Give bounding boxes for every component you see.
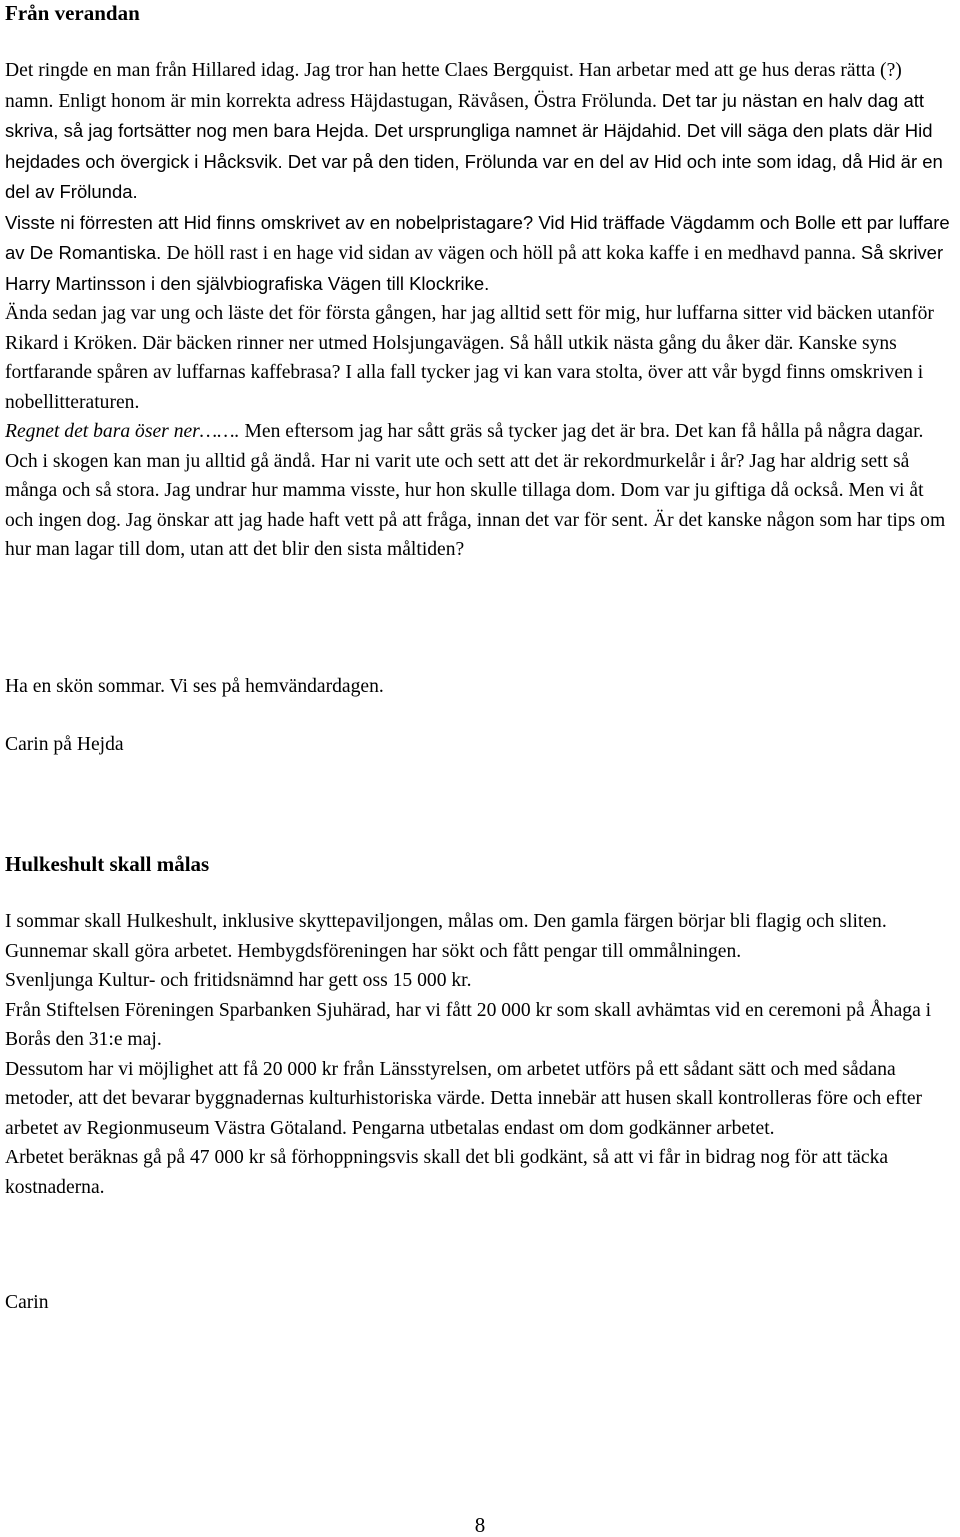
text-segment: Så skriver Harry Martinsson i den självbiografiska Vägen till Klockrike. bbox=[5, 242, 944, 294]
text-segment: Dessutom har vi möjlighet att få 20 000 kr från Länsstyrelsen, om arbetet utförs på ett sådant sätt och med sådana metoder, att det bevarar byggnadernas kulturhistoriska värde. Detta innebär att husen skall kontrolleras före och efter arbetet av Regionmuseum Västra Götaland. Pengarna utbetalas endast om dom godkänner arbetet. bbox=[5, 1058, 923, 1139]
text-segment: Men eftersom jag har sått gräs så tycker jag det är bra. Det kan få hålla på några dagar. Och i skogen kan man ju alltid gå ändå. Har ni varit ute och sett att det är rekordmurkelår i år? Jag har aldrig sett så många och så stora. Jag undrar hur mamma visste, hur hon skulle tillaga dom. Dom var ju giftiga då också. Men vi åt och ingen dog. Jag önskar att jag hade haft vett på att fråga, innan det var för sent. Är det kanske någon som har tips om hur man lagar till dom, utan att det blir den sista måltiden? bbox=[5, 421, 946, 560]
signature: Carin bbox=[5, 1292, 49, 1313]
text-segment: Från Stiftelsen Föreningen Sparbanken Sjuhärad, har vi fått 20 000 kr som skall avhämtas vid en ceremoni på Åhaga i Borås den 31:e maj. bbox=[5, 999, 932, 1050]
text-segment: I sommar skall Hulkeshult, inklusive skyttepaviljongen, målas om. Den gamla färgen börjar bli flagig och sliten. Gunnemar skall göra arbetet. Hembygdsföreningen har sökt och fått pengar till ommålningen. bbox=[5, 911, 887, 962]
text-segment: Ända sedan jag var ung och läste det för första gången, har jag alltid sett för mig, hur luffarna sitter vid bäcken utanför Rikard i Kröken. Där bäcken rinner ner utmed Holsjungavägen. Så håll utkik nästa gång du åker där. Kanske syns fortfarande spåren av luffarnas kaffebrasa? I alla fall tycker jag vi kan vara stolta, över att vår bygd finns omskriven i nobellitteraturen. bbox=[5, 303, 934, 413]
article-title: Från verandan bbox=[5, 1, 140, 25]
text-segment: Det tar ju nästan en halv dag att skriva, så jag fortsätter nog men bara Hejda. Det ursprungliga namnet är Häjdahid. Det vill säga den plats där Hid hejdades och övergick i Håcksvik. Det var på den tiden, Frölunda var en del av Hid och inte som idag, då Hid är en del av Frölunda. bbox=[5, 89, 943, 202]
text-segment: Svenljunga Kultur- och fritidsnämnd har gett oss 15 000 kr. bbox=[5, 970, 472, 991]
article-title: Hulkeshult skall målas bbox=[5, 852, 210, 876]
text-segment: Visste ni förresten att Hid finns omskrivet av en nobelpristagare? Vid Hid träffade Vägdamm och Bolle ett par luffare av De Romantiska. bbox=[5, 211, 950, 263]
article-paragraph bbox=[5, 56, 955, 565]
text-segment: Det ringde en man från Hillared idag. Jag tror han hette Claes Bergquist. Han arbetar med att ge hus deras rätta (?) namn. Enligt honom är min korrekta adress Häjdastugan, Rävåsen, Östra Frölunda. bbox=[5, 60, 902, 112]
article-paragraph bbox=[5, 907, 955, 1202]
page-number: 8 bbox=[474, 1513, 486, 1537]
text-segment: Arbetet beräknas gå på 47 000 kr så förhoppningsvis skall det bli godkänt, så att vi får in bidrag nog för att täcka kostnaderna. bbox=[5, 1147, 889, 1198]
signature: Carin på Hejda bbox=[5, 734, 124, 755]
text-segment: De höll rast i en hage vid sidan av vägen och höll på att koka kaffe i en medhavd panna. bbox=[166, 243, 861, 264]
closing-line: Ha en skön sommar. Vi ses på hemvändardagen. bbox=[5, 676, 384, 697]
italic-text: Regnet det bara öser ner……. bbox=[5, 421, 240, 442]
